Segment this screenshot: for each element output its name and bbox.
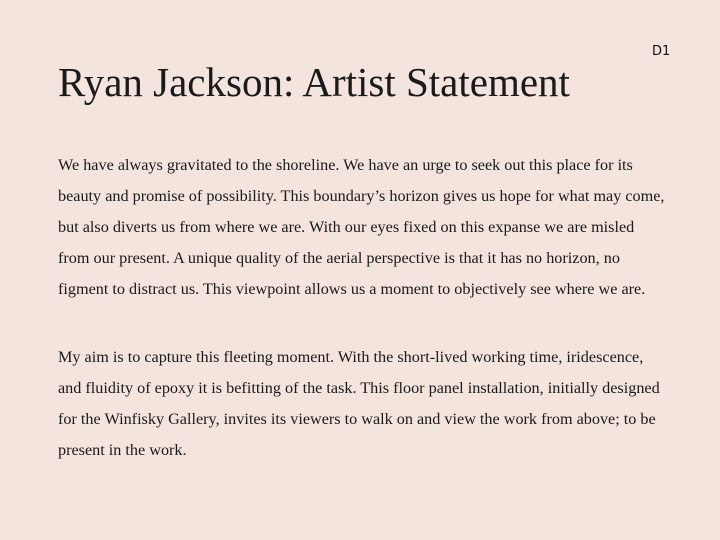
statement-paragraph-2: My aim is to capture this fleeting moment. With the short-lived working time, iridescence, and fluidity of epoxy it is befitting of the task. This floor panel installation, initially designed for the Winfisky Gallery, invites its viewers to walk on and view the work from above; to be present in the work. <box>58 348 660 459</box>
slide-label: D1 <box>652 44 671 59</box>
statement-paragraph-1: We have always gravitated to the shoreline. We have an urge to seek out this place for its beauty and promise of possibility. This boundary’s horizon gives us hope for what may come, but also diverts us from where we are. With our eyes fixed on this expanse we are misled from our present. A unique quality of the aerial perspective is that it has no horizon, no figment to distract us. This viewpoint allows us a moment to objectively see where we are. <box>58 156 665 298</box>
page-title: Ryan Jackson: Artist Statement <box>58 59 570 105</box>
